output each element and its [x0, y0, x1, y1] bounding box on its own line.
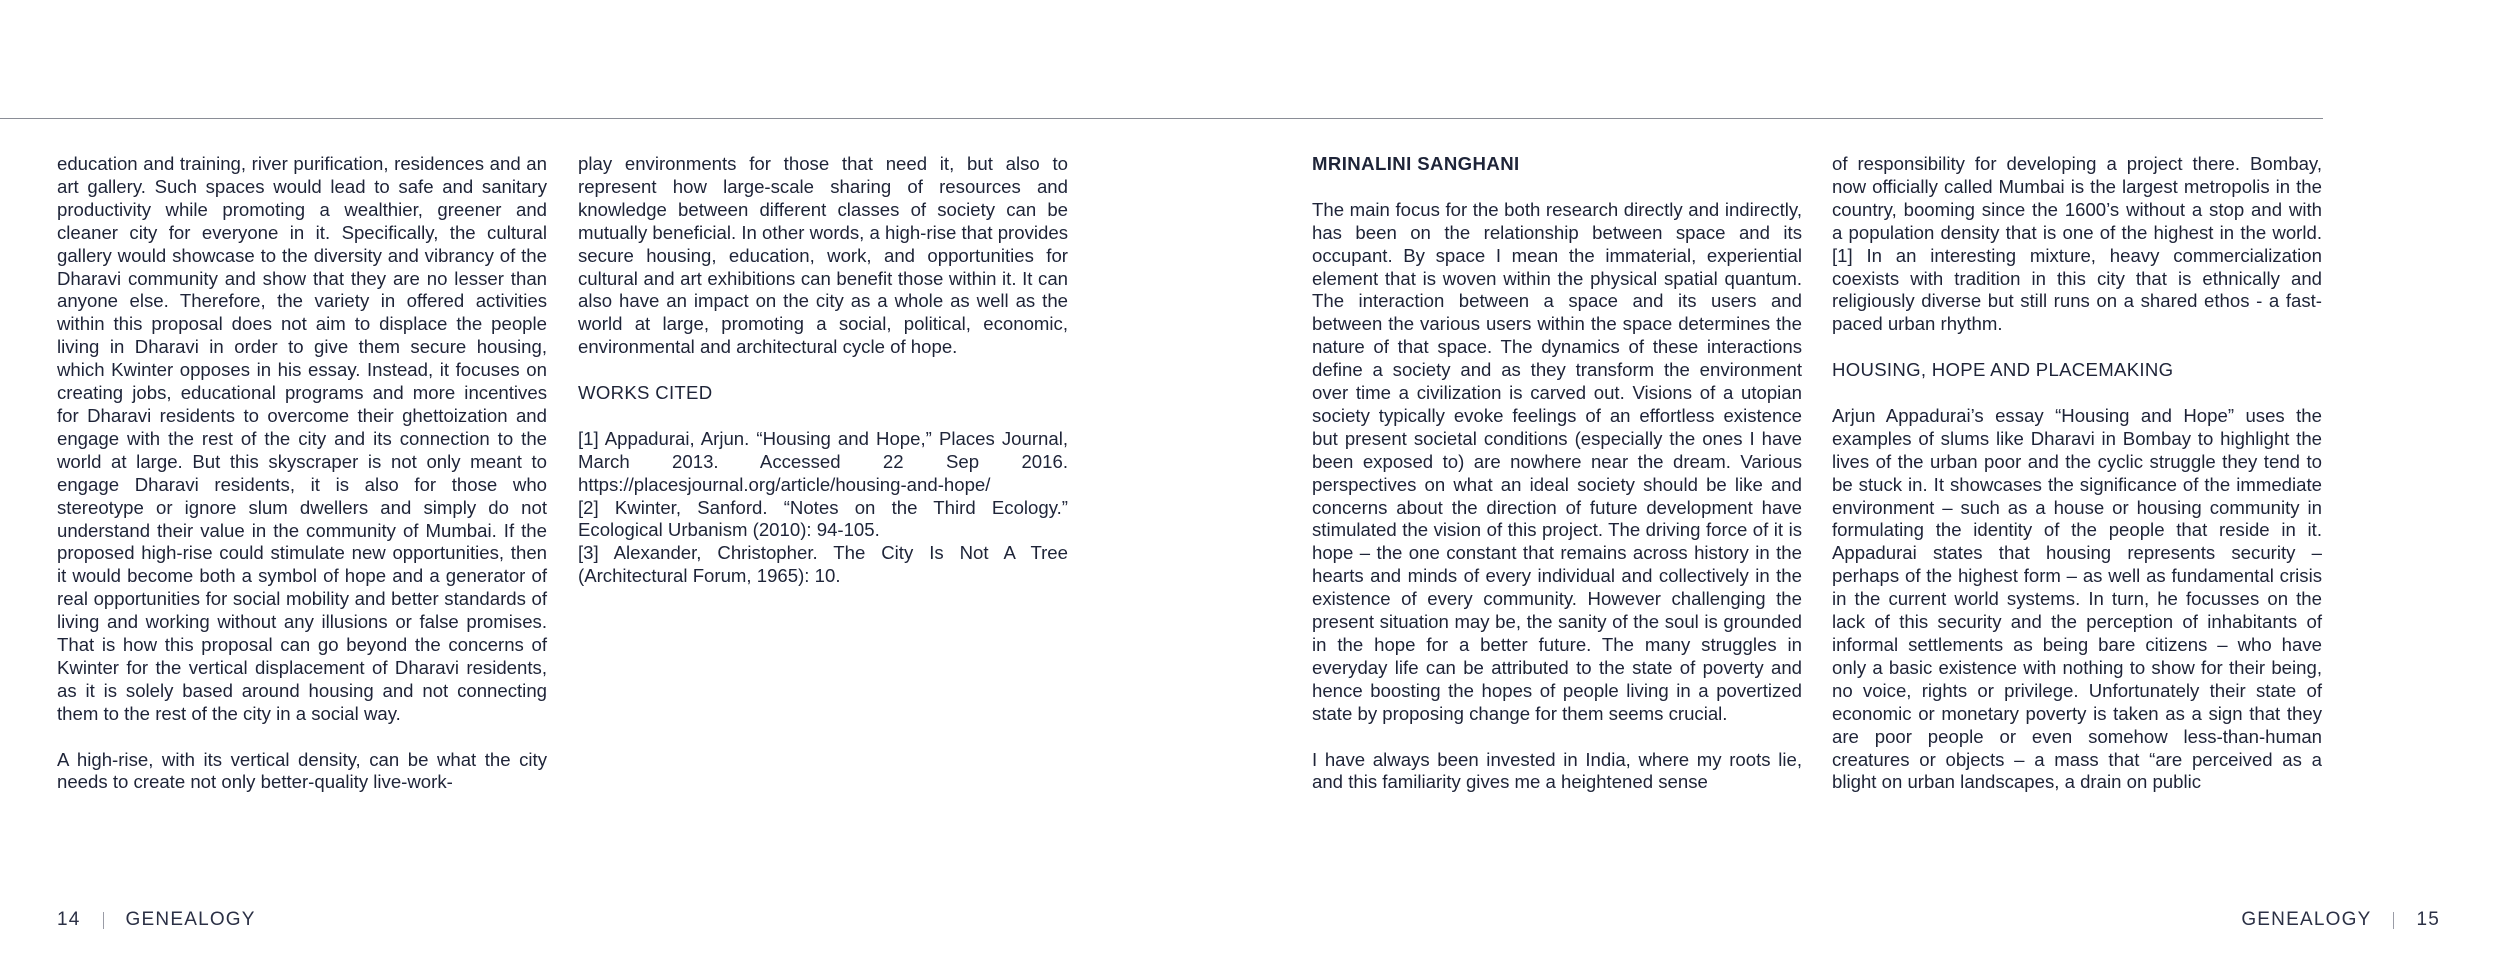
- right-page-footer: [2241, 909, 2440, 931]
- body-paragraph: A high-rise, with its vertical density, can be what the city needs to create not only better-quality live-work-: [57, 748, 547, 793]
- section-title: GENEALOGY: [2241, 909, 2372, 930]
- body-paragraph: of responsibility for developing a project there. Bombay, now officially called Mumbai is the largest metropolis in the country, booming since the 1600’s without a stop and with a population density that is one of the highest in the world. [1] In an interesting mixture, heavy commercialization coexists with tradition in this city that is ethnically and religiously diverse but still runs on a shared ethos - a fast-paced urban rhythm.: [1832, 153, 2322, 335]
- left-page-footer: [57, 909, 256, 931]
- footer-divider: [2393, 912, 2394, 929]
- right-page-column-1: [1312, 153, 1802, 817]
- body-paragraph: play environments for those that need it, but also to represent how large-scale sharing of resources and knowledge between different classes of society can be mutually beneficial. In other words, a high-rise that provides secure housing, education, work, and opportunities for cultural and art exhibitions can benefit those within it. It can also have an impact on the city as a whole as well as the world at large, promoting a social, political, economic, environmental and architectural cycle of hope.: [578, 153, 1068, 358]
- page-number: 14: [57, 909, 81, 930]
- body-paragraph: education and training, river purification, residences and an art gallery. Such spaces would lead to safe and sanitary productivity while promoting a wealthier, greener and cleaner city for everyone in it. Specifically, the cultural gallery would showcase to the diversity and vibrancy of the Dharavi community and show that they are no lesser than anyone else. Therefore, the variety in offered activities within this proposal does not aim to displace the people living in Dharavi in order to give them secure housing, which Kwinter opposes in his essay. Instead, it focuses on creating jobs, educational programs and more incentives for Dharavi residents to overcome their ghettoization and engage with the rest of the city and its connection to the world at large. But this skyscraper is not only meant to engage Dharavi residents, it is also for those who stereotype or ignore slum dwellers and simply do not understand their value in the community of Mumbai. If the proposed high-rise could stimulate new opportunities, then it would become both a symbol of hope and a generator of real opportunities for social mobility and better standards of living and working without any illusions or false promises. That is how this proposal can go beyond the concerns of Kwinter for the vertical displacement of Dharavi residents, as it is solely based around housing and not connecting them to the rest of the city in a social way.: [57, 153, 547, 724]
- body-paragraph: I have always been invested in India, where my roots lie, and this familiarity gives me a heightened sense: [1312, 748, 1802, 793]
- works-cited-heading: WORKS CITED: [578, 382, 713, 404]
- page-number: 15: [2416, 909, 2440, 930]
- citation-3: [3] Alexander, Christopher. The City Is Not A Tree (Architectural Forum, 1965): 10.: [578, 542, 1068, 587]
- body-paragraph: The main focus for the both research directly and indirectly, has been on the relationship between space and its occupant. By space I mean the immaterial, experiential element that is woven within the physical spatial quantum. The interaction between a space and its users and between the various users within the space determines the nature of that space. The dynamics of these interactions define a society and as they transform the environment over time a civilization is carved out. Visions of a utopian society typically evoke feelings of an effortless existence but present societal conditions (especially the ones I have been exposed to) are nowhere near the dream. Various perspectives on what an ideal society should be like and concerns about the direction of future development have stimulated the vision of this project. The driving force of it is hope – the one constant that remains across history in the hearts and minds of every individual and collectively in the existence of every community. However challenging the present situation may be, the sanity of the soul is grounded in the hope for a better future. The many struggles in everyday life can be attributed to the state of poverty and hence boosting the hopes of people living in a povertized state by proposing change for them seems crucial.: [1312, 198, 1802, 724]
- author-name: MRINALINI SANGHANI: [1312, 153, 1520, 174]
- left-page-column-2: [578, 153, 1068, 588]
- header-rule: [0, 118, 2323, 119]
- left-page-column-1: [57, 153, 547, 817]
- citation-1: [1] Appadurai, Arjun. “Housing and Hope,” Places Journal, March 2013. Accessed 22 Sep 2016. https://placesjournal.org/article/housing-and-hope/: [578, 427, 1068, 495]
- section-heading: HOUSING, HOPE AND PLACEMAKING: [1832, 359, 2174, 381]
- right-page-column-2: [1832, 153, 2322, 817]
- section-title: GENEALOGY: [125, 909, 256, 930]
- citation-2: [2] Kwinter, Sanford. “Notes on the Third Ecology.” Ecological Urbanism (2010): 94-105.: [578, 496, 1068, 541]
- body-paragraph: Arjun Appadurai’s essay “Housing and Hope” uses the examples of slums like Dharavi in Bombay to highlight the lives of the urban poor and the cyclic struggle they tend to be stuck in. It showcases the significance of the immediate environment – such as a house or housing community in formulating the identity of the people that reside in it. Appadurai states that housing represents security – perhaps of the highest form – as well as fundamental crisis in the current world systems. In turn, he focusses on the lack of this security and the perception of inhabitants of informal settlements as being bare citizens – who have only a basic existence with nothing to show for their being, no voice, rights or privilege. Unfortunately their state of economic or monetary poverty is taken as a sign that they are poor people or even somehow less-than-human creatures or objects – a mass that “are perceived as a blight on urban landscapes, a drain on public: [1832, 404, 2322, 793]
- footer-divider: [103, 912, 104, 929]
